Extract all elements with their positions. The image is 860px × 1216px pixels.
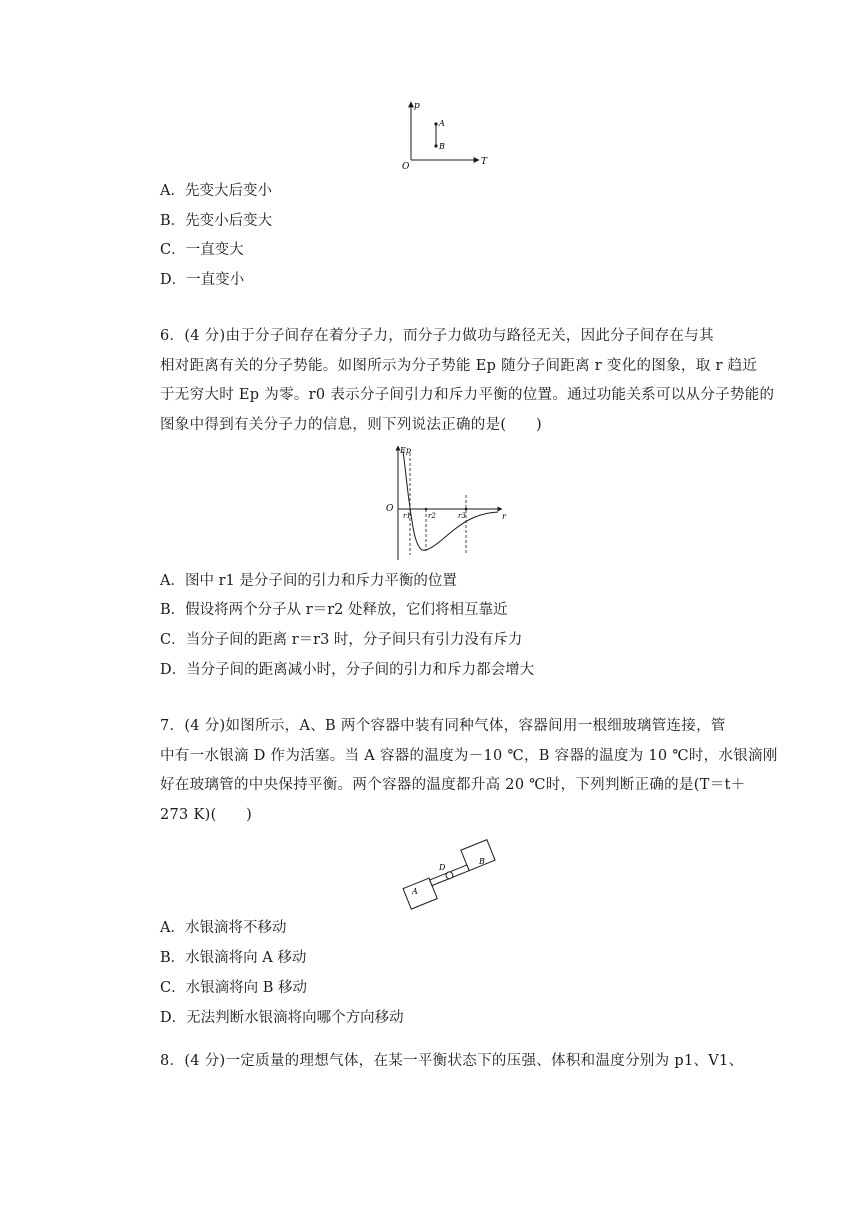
point-a-label: A	[439, 119, 445, 128]
r3-point	[465, 508, 468, 511]
p-axis-label: p	[414, 101, 420, 111]
q6-option-d: D．当分子间的距离减小时，分子间的引力和斥力都会增大	[160, 662, 535, 678]
potential-energy-graph	[380, 443, 510, 563]
point-a	[434, 122, 437, 125]
drop-d-label: D	[439, 863, 446, 872]
point-b	[434, 144, 437, 147]
q7-option-c: C．水银滴将向 B 移动	[160, 980, 307, 996]
origin-label: O	[386, 504, 394, 514]
q6-line-4: 图象中得到有关分子力的信息，则下列说法正确的是( )	[160, 416, 542, 433]
q7-line-2: 中有一水银滴 D 作为活塞。当 A 容器的温度为－10 ℃，B 容器的温度为 10 ℃时，水银滴刚	[160, 747, 778, 764]
point-b-label: B	[439, 142, 445, 151]
q7-stem	[160, 712, 778, 830]
q6-option-b: B．假设将两个分子从 r＝r2 处释放，它们将相互靠近	[160, 602, 508, 618]
r-axis-label: r	[502, 512, 506, 521]
q7-line-4: 273 K)( )	[160, 806, 253, 823]
t-axis-label: T	[481, 157, 488, 167]
q6-stem	[160, 322, 775, 440]
ep-curve	[403, 451, 498, 550]
q8-stem	[160, 1047, 744, 1077]
q6-option-a: A．图中 r1 是分子间的引力和斥力平衡的位置	[160, 573, 457, 589]
container-a-label: A	[412, 887, 418, 896]
q6-option-c: C．当分子间的距离 r＝r3 时，分子间只有引力没有斥力	[160, 632, 523, 648]
q6-line-3: 于无穷大时 Ep 为零。r0 表示分子间引力和斥力平衡的位置。通过功能关系可以从分子势能的	[160, 387, 775, 403]
container-b-label: B	[479, 857, 485, 866]
ep-axis-label: Ep	[400, 446, 411, 455]
r2-point	[425, 508, 428, 511]
q7-line-3: 好在玻璃管的中央保持平衡。两个容器的温度都升高 20 ℃时，下列判断正确的是(T＝t＋	[160, 777, 746, 793]
q5-option-d: D．一直变小	[160, 272, 245, 288]
containers-diagram	[395, 838, 505, 910]
q7-option-a: A．水银滴将不移动	[160, 920, 287, 936]
q5-option-c: C．一直变大	[160, 242, 244, 258]
r1-label: r1	[403, 512, 411, 520]
q6-line-2: 相对距离有关的分子势能。如图所示为分子势能 Ep 随分子间距离 r 变化的图象，取 r 趋近	[160, 357, 758, 374]
r2-label: r2	[428, 512, 436, 520]
q8-line-1: 8．(4 分)一定质量的理想气体，在某一平衡状态下的压强、体积和温度分别为 p1、V1、	[160, 1053, 744, 1069]
q6-line-1: 6．(4 分)由于分子间存在着分子力，而分子力做功与路径无关，因此分子间存在与其	[160, 328, 714, 344]
origin-label: O	[402, 162, 410, 170]
q7-option-d: D．无法判断水银滴将向哪个方向移动	[160, 1010, 404, 1026]
p-t-diagram	[395, 98, 495, 170]
r3-label: r3	[458, 512, 466, 520]
q5-option-b: B．先变小后变大	[160, 213, 273, 229]
q7-option-b: B．水银滴将向 A 移动	[160, 950, 307, 966]
q5-option-a: A．先变大后变小	[160, 183, 272, 199]
q7-line-1: 7．(4 分)如图所示，A、B 两个容器中装有同种气体，容器间用一根细玻璃管连接，管	[160, 718, 726, 734]
